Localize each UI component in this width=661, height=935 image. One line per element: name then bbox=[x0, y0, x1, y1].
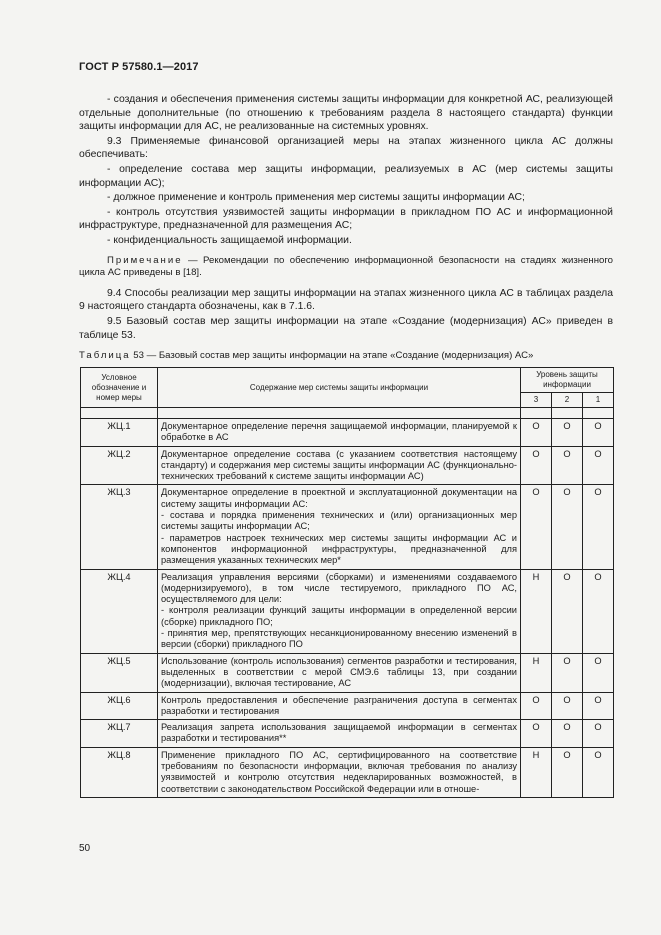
table-caption-label: Таблица bbox=[79, 350, 131, 361]
measures-table bbox=[80, 367, 614, 798]
level-1-value: О bbox=[583, 446, 614, 485]
measure-code: ЖЦ.3 bbox=[81, 485, 158, 569]
measure-code: ЖЦ.8 bbox=[81, 747, 158, 797]
header-level: Уровень защиты информации bbox=[521, 368, 614, 393]
table-caption-text: 53 — Базовый состав мер защиты информации на этапе «Создание (модернизация) АС» bbox=[130, 350, 534, 361]
level-3-value: Н bbox=[521, 653, 552, 692]
table-caption bbox=[79, 350, 613, 361]
level-1-value: О bbox=[583, 692, 614, 720]
measure-content: Реализация управления версиями (сборками) и изменениями создаваемого (модернизируемого), в том числе тестируемого, прикладного ПО АС, осуществляемого для цели: - контроля реализации функций защиты информации в определенной версии (сборке) прикладного ПО; - принятия мер, препятствующих несанкционированному внесению изменений в версии (сборки) прикладного ПО bbox=[158, 569, 521, 653]
note-label: Примечание bbox=[107, 254, 183, 266]
level-3-value: О bbox=[521, 419, 552, 447]
page-number: 50 bbox=[79, 843, 91, 854]
level-2-value: О bbox=[552, 692, 583, 720]
header-content: Содержание мер системы защиты информации bbox=[158, 368, 521, 408]
measure-code: ЖЦ.7 bbox=[81, 720, 158, 748]
level-2-value: О bbox=[552, 419, 583, 447]
level-1-value: О bbox=[583, 485, 614, 569]
body-text bbox=[79, 93, 613, 343]
measure-code: ЖЦ.2 bbox=[81, 446, 158, 485]
level-2-value: О bbox=[552, 653, 583, 692]
paragraph: - конфиденциальность защищаемой информации. bbox=[107, 234, 352, 246]
note-text: — Рекомендации по обеспечению информационной безопасности на стадиях жизненного цикла АС приведены в [18]. bbox=[79, 254, 613, 279]
header-level-1: 1 bbox=[583, 393, 614, 408]
measure-code: ЖЦ.5 bbox=[81, 653, 158, 692]
level-2-value: О bbox=[552, 569, 583, 653]
level-3-value: О bbox=[521, 692, 552, 720]
paragraph: 9.3 Применяемые финансовой организацией меры на этапах жизненного цикла АС должны обеспечивать: bbox=[79, 135, 613, 161]
paragraph: - создания и обеспечения применения системы защиты информации для конкретной АС, реализующей отдельные дополнительные (по отношению к требованиям раздела 8 настоящего стандарта) функции защиты информации для АС, не реализованные на системных уровнях. bbox=[79, 94, 613, 133]
measure-content: Контроль предоставления и обеспечение разграничения доступа в сегментах разработки и тестирования bbox=[158, 692, 521, 720]
table-row bbox=[81, 653, 614, 692]
level-3-value: О bbox=[521, 720, 552, 748]
measure-code: ЖЦ.4 bbox=[81, 569, 158, 653]
level-3-value: О bbox=[521, 485, 552, 569]
table-row bbox=[81, 485, 614, 569]
level-3-value: Н bbox=[521, 747, 552, 797]
level-1-value: О bbox=[583, 720, 614, 748]
note bbox=[79, 255, 613, 280]
level-1-value: О bbox=[583, 419, 614, 447]
level-1-value: О bbox=[583, 747, 614, 797]
table-row bbox=[81, 720, 614, 748]
level-2-value: О bbox=[552, 446, 583, 485]
level-2-value: О bbox=[552, 720, 583, 748]
level-1-value: О bbox=[583, 569, 614, 653]
measure-content: Использование (контроль использования) сегментов разработки и тестирования, выделенных в соответствии с мерой СМЭ.6 таблицы 13, при создании (модернизации), включая тестирование, АС bbox=[158, 653, 521, 692]
table-row bbox=[81, 747, 614, 797]
level-3-value: Н bbox=[521, 569, 552, 653]
measure-content: Документарное определение перечня защищаемой информации, планируемой к обработке в АС bbox=[158, 419, 521, 447]
header-level-2: 2 bbox=[552, 393, 583, 408]
level-1-value: О bbox=[583, 653, 614, 692]
paragraph: - должное применение и контроль применения мер системы защиты информации АС; bbox=[107, 192, 525, 204]
measure-content: Документарное определение в проектной и эксплуатационной документации на систему защиты информации АС: - состава и порядка применения технических и (или) организационных мер системы защиты информации АС; - параметров настроек технических мер системы защиты информации АС и компонентов информационной инфраструктуры, предназначенной для размещения указанных технических мер* bbox=[158, 485, 521, 569]
table-row bbox=[81, 419, 614, 447]
header-code: Условное обозначение и номер меры bbox=[81, 368, 158, 408]
measure-code: ЖЦ.6 bbox=[81, 692, 158, 720]
level-2-value: О bbox=[552, 485, 583, 569]
measure-content: Применение прикладного ПО АС, сертифицированного на соответствие требованиям по безопасности информации, включая требования по анализу уязвимостей и контролю отсутствия недекларированных возможностей, в соответствии с законодательством Российской Федерации или в отноше- bbox=[158, 747, 521, 797]
document-header: ГОСТ Р 57580.1—2017 bbox=[79, 61, 199, 73]
paragraph: 9.5 Базовый состав мер защиты информации на этапе «Создание (модернизация) АС» приведен в таблице 53. bbox=[79, 315, 613, 341]
level-2-value: О bbox=[552, 747, 583, 797]
measure-code: ЖЦ.1 bbox=[81, 419, 158, 447]
measure-content: Документарное определение состава (с указанием соответствия настоящему стандарту) и содержания мер системы защиты информации АС (функционально-технических требований к системе защиты информации АС) bbox=[158, 446, 521, 485]
level-3-value: О bbox=[521, 446, 552, 485]
table-row bbox=[81, 569, 614, 653]
paragraph: - определение состава мер защиты информации, реализуемых в АС (мер системы защиты информации АС); bbox=[79, 163, 613, 189]
header-level-3: 3 bbox=[521, 393, 552, 408]
table-row bbox=[81, 446, 614, 485]
paragraph: 9.4 Способы реализации мер защиты информации на этапах жизненного цикла АС в таблицах раздела 9 настоящего стандарта обозначены, как в 7.1.6. bbox=[79, 287, 613, 313]
measure-content: Реализация запрета использования защищаемой информации в сегментах разработки и тестирования** bbox=[158, 720, 521, 748]
table-row bbox=[81, 692, 614, 720]
paragraph: - контроль отсутствия уязвимостей защиты информации в прикладном ПО АС и информационной инфраструктуре, предназначенной для размещения АС; bbox=[79, 206, 613, 232]
table-body bbox=[81, 419, 614, 798]
